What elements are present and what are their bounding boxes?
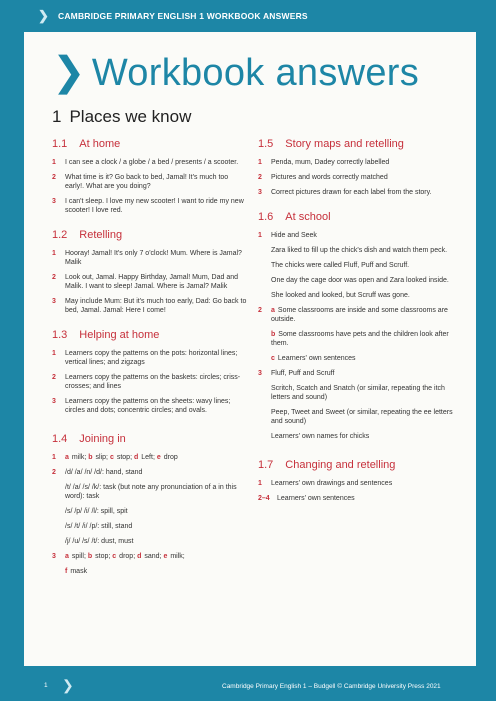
- unit-number: 1: [52, 107, 62, 126]
- section-heading: [258, 211, 453, 224]
- answer-text: Pictures and words correctly matched: [271, 174, 388, 181]
- section-number: 1.3: [52, 329, 68, 341]
- section-number: 1.5: [258, 138, 274, 150]
- answer-item: 2 Look out, Jamal. Happy Birthday, Jamal! Mum, Dad and Malik. I want to sleep! Jamal. Where is Jamal? Malik: [52, 274, 239, 290]
- answer-text: Peep, Tweet and Sweet (or similar, repeating the ee letters and sound): [271, 409, 453, 425]
- section-number: 1.1: [52, 138, 68, 150]
- answer-text: Hooray! Jamal! It's only 7 o'clock! Mum. Where is Jamal? Malik: [65, 250, 242, 266]
- answer-item: 2 /d/ /a/ /n/ /d/: hand, stand: [52, 469, 143, 476]
- answer-item: 3 Correct pictures drawn for each label from the story.: [258, 189, 432, 196]
- copyright-text: Cambridge Primary English 1 – Budgell © Cambridge University Press 2021: [222, 683, 441, 690]
- answer-text: Scritch, Scatch and Snatch (or similar, repeating the itch letters and sound): [271, 385, 445, 401]
- answer-item: 1 a milk; b slip; c stop; d Left; e drop: [52, 454, 178, 461]
- answer-item: 1 Learners' own drawings and sentences: [258, 480, 393, 487]
- answer-word: sand: [144, 553, 160, 560]
- page-number: 1: [44, 682, 48, 689]
- answer-text: Learners copy the patterns on the baskets: circles; criss-crosses; and lines: [65, 374, 241, 390]
- section-number: 1.6: [258, 211, 274, 223]
- answer-text: Some classrooms are inside and some classrooms are outside.: [271, 307, 448, 323]
- answer-text: /s/ /p/ /i/ /l/: spill, spit: [65, 508, 128, 515]
- answer-word: milk: [170, 553, 183, 560]
- page-title: [52, 52, 419, 93]
- answer-text: May include Mum: But it's much too early, Dad: Go back to bed, Jamal. Jamal: Here I come!: [65, 298, 247, 314]
- section-title: Helping at home: [79, 329, 160, 341]
- answer-item: 3 a spill; b stop; c drop; d sand; e milk;: [52, 553, 185, 560]
- chevron-right-icon: ❯: [62, 677, 74, 693]
- answer-word: stop: [95, 553, 109, 560]
- answer-item: 2 Pictures and words correctly matched: [258, 174, 388, 181]
- answer-item: 2 a Some classrooms are inside and some classrooms are outside.: [258, 307, 448, 323]
- unit-heading: [52, 107, 191, 127]
- section-title: Joining in: [79, 433, 126, 445]
- answer-text: Correct pictures drawn for each label from the story.: [271, 189, 432, 196]
- section-title: At home: [79, 138, 121, 150]
- section-heading: [52, 433, 247, 446]
- answer-text: Fluff, Puff and Scruff: [271, 370, 335, 377]
- answer-item: 1 Hide and Seek: [258, 232, 317, 239]
- answer-text: Learners' own names for chicks: [271, 433, 370, 440]
- answer-item: 1 Penda, mum, Dadey correctly labelled: [258, 159, 390, 166]
- answer-item: 3 I can't sleep. I love my new scooter! I want to ride my new scooter! I love red.: [52, 198, 244, 214]
- section-heading: [52, 229, 247, 242]
- section-heading: [258, 459, 453, 472]
- answer-word: mask: [70, 568, 88, 575]
- right-column: [258, 138, 453, 509]
- answer-word: spill: [71, 553, 84, 560]
- answer-item: 3 May include Mum: But it's much too early, Dad: Go back to bed, Jamal. Jamal: Here I come!: [52, 298, 247, 314]
- answer-item: 2 What time is it? Go back to bed, Jamal! It's much too early!. What are you doing?: [52, 174, 229, 190]
- answer-text: I can't sleep. I love my new scooter! I want to ride my new scooter! I love red.: [65, 198, 244, 214]
- answer-text: Some classrooms have pets and the children look after them.: [271, 331, 449, 347]
- answer-text: /j/ /u/ /s/ /t/: dust, must: [65, 538, 134, 545]
- section-number: 1.7: [258, 459, 274, 471]
- answer-item: 3 Learners copy the patterns on the sheets: wavy lines; circles and dots; concentric circles; and ovals.: [52, 398, 231, 414]
- section-number: 1.4: [52, 433, 68, 445]
- answer-text: Penda, mum, Dadey correctly labelled: [271, 159, 390, 166]
- left-column: [52, 138, 247, 582]
- answer-number: 2–4: [258, 495, 270, 502]
- section-heading: [258, 138, 453, 151]
- answer-item: 1 Learners copy the patterns on the pots: horizontal lines; vertical lines; and zigzags: [52, 350, 238, 366]
- answer-item: 1 Hooray! Jamal! It's only 7 o'clock! Mum. Where is Jamal? Malik: [52, 250, 242, 266]
- section-heading: [52, 329, 247, 342]
- answer-text: Learners' own sentences: [277, 495, 355, 502]
- answer-text: Learners' own sentences: [277, 355, 356, 362]
- answer-word: stop: [116, 454, 131, 461]
- answer-text: What time is it? Go back to bed, Jamal! It's much too early!. What are you doing?: [65, 174, 229, 190]
- answer-text: c Learners' own sentences: [271, 355, 356, 362]
- section-title: Story maps and retelling: [285, 138, 404, 150]
- section-heading: [52, 138, 247, 151]
- footer: [0, 672, 496, 701]
- section-title: Retelling: [79, 229, 123, 241]
- answer-text: One day the cage door was open and Zara looked inside.: [271, 277, 449, 284]
- answer-text: /s/ /t/ /i/ /p/: still, stand: [65, 523, 133, 530]
- answer-item: 2 Learners copy the patterns on the baskets: circles; criss-crosses; and lines: [52, 374, 241, 390]
- answer-text: Learners copy the patterns on the pots: horizontal lines; vertical lines; and zigzags: [65, 350, 238, 366]
- answer-text: /t/ /a/ /s/ /k/: task (but note any pronunciation of a in this word): task: [65, 484, 237, 500]
- answer-text: The chicks were called Fluff, Puff and Scruff.: [271, 262, 410, 269]
- answer-text: b Some classrooms have pets and the children look after them.: [271, 331, 449, 347]
- answer-word: Left: [141, 454, 153, 461]
- section-title: Changing and retelling: [285, 459, 396, 471]
- answer-text: Learners copy the patterns on the sheets: wavy lines; circles and dots; concentric circles; and ovals.: [65, 398, 231, 414]
- answer-text: /d/ /a/ /n/ /d/: hand, stand: [65, 469, 143, 476]
- answer-text: I can see a clock / a globe / a bed / presents / a scooter.: [65, 159, 239, 166]
- unit-title: Places we know: [69, 107, 192, 126]
- answer-text: Learners' own drawings and sentences: [271, 480, 393, 487]
- answer-item: 1 I can see a clock / a globe / a bed / presents / a scooter.: [52, 159, 239, 166]
- chevron-right-icon: ❯: [52, 50, 86, 94]
- section-title: At school: [285, 211, 331, 223]
- chevron-right-icon: ❯: [38, 8, 50, 23]
- answer-word: drop: [119, 553, 134, 560]
- answer-text: Look out, Jamal. Happy Birthday, Jamal! Mum, Dad and Malik. I want to sleep! Jamal. Where is Jamal? Malik: [65, 274, 239, 290]
- answer-word: milk: [71, 454, 85, 461]
- answer-text: She looked and looked, but Scruff was gone.: [271, 292, 410, 299]
- header-bar: [0, 0, 496, 32]
- answer-text: Hide and Seek: [271, 232, 317, 239]
- answer-item: [258, 494, 453, 503]
- header-title: CAMBRIDGE PRIMARY ENGLISH 1 WORKBOOK ANSWERS: [58, 11, 308, 21]
- answer-text: f mask: [65, 568, 88, 575]
- answer-text: Zara liked to fill up the chick's dish and watch them peck.: [271, 247, 448, 254]
- answer-word: slip: [95, 454, 107, 461]
- answer-word: drop: [163, 454, 178, 461]
- page-title-text: Workbook answers: [91, 52, 420, 94]
- answer-item: 3 Fluff, Puff and Scruff: [258, 370, 335, 377]
- section-number: 1.2: [52, 229, 68, 241]
